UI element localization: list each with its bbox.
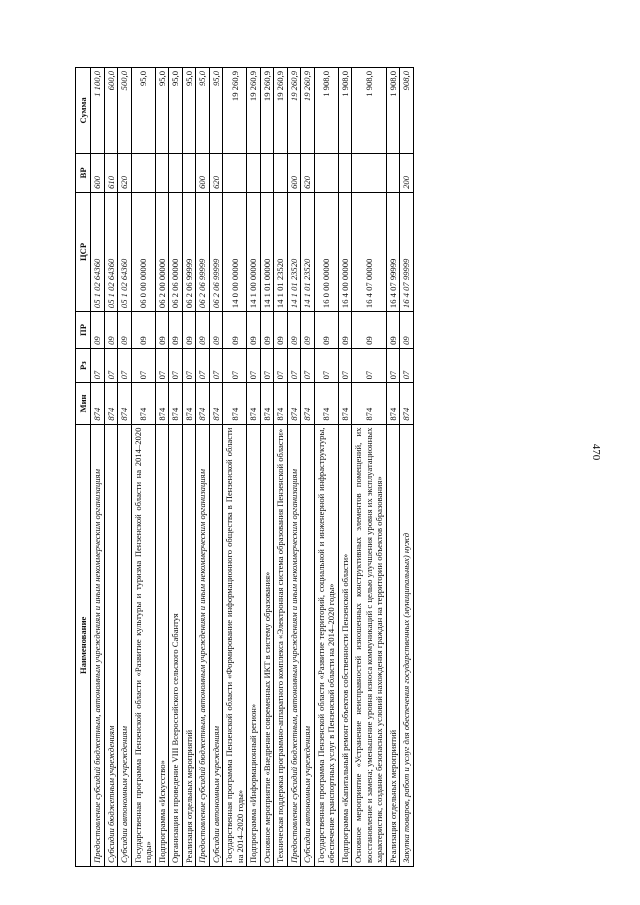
table-cell-pr: 09	[260, 312, 273, 349]
table-row	[223, 68, 247, 867]
table-cell-name: Субсидии автономным учреждениям	[301, 424, 314, 866]
table-cell-rz: 07	[314, 348, 338, 383]
budget-table	[75, 67, 414, 867]
table-cell-name: Основное мероприятие «Устранение неисправностей изношенных конструктивных элементов помещений, их восстановление и замена; уменьшение уровня износа коммуникаций с целью улучшения уровня их эксплуатационных характеристик, создание безопасных условий нахождения граждан на территории объектов образования»	[352, 424, 386, 866]
table-cell-min: 874	[223, 383, 247, 424]
table-row	[287, 68, 300, 867]
table-cell-sum: 19 260,9	[247, 68, 260, 154]
table-cell-min: 874	[400, 383, 413, 424]
table-cell-min: 874	[209, 383, 222, 424]
table-cell-pr: 09	[182, 312, 195, 349]
table-cell-vr	[223, 153, 247, 192]
table-cell-vr	[352, 153, 386, 192]
table-cell-sum: 95,0	[209, 68, 222, 154]
table-cell-sum: 95,0	[131, 68, 155, 154]
table-cell-sum: 1 100,0	[91, 68, 104, 154]
table-cell-sum: 1 908,0	[352, 68, 386, 154]
table-cell-sum: 95,0	[182, 68, 195, 154]
table-cell-rz: 07	[91, 348, 104, 383]
table-cell-csr: 06 2 06 99999	[196, 192, 209, 311]
header-csr: ЦСР	[76, 192, 91, 311]
table-cell-min: 874	[314, 383, 338, 424]
table-cell-pr: 09	[169, 312, 182, 349]
table-cell-sum: 19 260,9	[223, 68, 247, 154]
table-cell-rz: 07	[287, 348, 300, 383]
table-cell-min: 874	[338, 383, 351, 424]
table-cell-vr	[274, 153, 287, 192]
table-cell-min: 874	[131, 383, 155, 424]
table-cell-pr: 09	[386, 312, 399, 349]
table-cell-vr	[131, 153, 155, 192]
table-cell-csr: 06 2 00 00000	[155, 192, 168, 311]
table-cell-csr: 06 2 06 99999	[182, 192, 195, 311]
table-row	[386, 68, 399, 867]
table-cell-rz: 07	[301, 348, 314, 383]
table-cell-rz: 07	[169, 348, 182, 383]
table-cell-vr: 620	[209, 153, 222, 192]
table-row	[91, 68, 104, 867]
table-cell-csr: 14 1 01 23520	[287, 192, 300, 311]
table-cell-pr: 09	[196, 312, 209, 349]
table-cell-sum: 908,0	[400, 68, 413, 154]
table-cell-vr	[155, 153, 168, 192]
table-cell-rz: 07	[209, 348, 222, 383]
table-cell-sum: 19 260,9	[301, 68, 314, 154]
table-cell-csr: 06 2 06 00000	[169, 192, 182, 311]
table-row	[209, 68, 222, 867]
table-cell-csr: 14 1 01 00000	[260, 192, 273, 311]
table-cell-pr: 09	[287, 312, 300, 349]
table-row	[131, 68, 155, 867]
header-rz: Рз	[76, 348, 91, 383]
table-cell-name: Подпрограмма «Капитальный ремонт объектов собственности Пензенской области»	[338, 424, 351, 866]
table-cell-rz: 07	[338, 348, 351, 383]
table-cell-name: Субсидии автономным учреждениям	[209, 424, 222, 866]
table-cell-name: Подпрограмма «Искусство»	[155, 424, 168, 866]
table-cell-pr: 09	[314, 312, 338, 349]
table-row	[338, 68, 351, 867]
table-cell-pr: 09	[301, 312, 314, 349]
table-cell-name: Государственная программа Пензенской области «Формирование информационного общества в Пензенской области на 2014–2020 годы»	[223, 424, 247, 866]
table-cell-csr: 05 1 02 64360	[104, 192, 117, 311]
table-cell-pr: 09	[155, 312, 168, 349]
table-cell-sum: 1 908,0	[338, 68, 351, 154]
table-cell-name: Субсидии бюджетным учреждениям	[104, 424, 117, 866]
table-cell-rz: 07	[118, 348, 131, 383]
table-cell-vr: 620	[301, 153, 314, 192]
table-cell-name: Государственная программа Пензенской области «Развитие культуры и туризма Пензенской области на 2014–2020 годы»	[131, 424, 155, 866]
table-cell-csr: 14 1 00 00000	[247, 192, 260, 311]
table-cell-pr: 09	[223, 312, 247, 349]
table-cell-pr: 09	[352, 312, 386, 349]
table-row	[155, 68, 168, 867]
table-cell-rz: 07	[223, 348, 247, 383]
table-cell-csr: 05 1 02 64360	[91, 192, 104, 311]
rotated-table-frame	[75, 67, 585, 867]
table-cell-csr: 16 4 07 00000	[352, 192, 386, 311]
table-cell-rz: 07	[182, 348, 195, 383]
table-cell-vr	[314, 153, 338, 192]
table-cell-vr	[182, 153, 195, 192]
table-cell-vr: 600	[287, 153, 300, 192]
table-cell-csr: 14 1 01 23520	[301, 192, 314, 311]
table-cell-rz: 07	[155, 348, 168, 383]
table-row	[352, 68, 386, 867]
table-cell-pr: 09	[247, 312, 260, 349]
table-cell-min: 874	[386, 383, 399, 424]
table-cell-name: Государственная программа Пензенской области «Развитие территорий, социальной и инженерной инфраструктуры, обеспечение транспортных услуг в Пензенской области на 2014–2020 годы»	[314, 424, 338, 866]
table-cell-csr: 06 0 00 00000	[131, 192, 155, 311]
table-cell-csr: 05 1 02 64360	[118, 192, 131, 311]
table-row	[301, 68, 314, 867]
table-row	[400, 68, 413, 867]
table-cell-name: Предоставление субсидий бюджетным, автономным учреждениям и иным некоммерческим организациям	[287, 424, 300, 866]
table-row	[260, 68, 273, 867]
table-row	[169, 68, 182, 867]
table-cell-sum: 500,0	[118, 68, 131, 154]
table-cell-name: Предоставление субсидий бюджетным, автономным учреждениям и иным некоммерческим организациям	[91, 424, 104, 866]
table-row	[196, 68, 209, 867]
table-cell-vr: 200	[400, 153, 413, 192]
table-cell-sum: 19 260,9	[287, 68, 300, 154]
header-sum: Сумма	[76, 68, 91, 154]
table-row	[104, 68, 117, 867]
table-cell-rz: 07	[196, 348, 209, 383]
table-cell-pr: 09	[131, 312, 155, 349]
table-cell-pr: 09	[209, 312, 222, 349]
table-cell-min: 874	[118, 383, 131, 424]
table-body	[91, 68, 413, 867]
table-cell-rz: 07	[352, 348, 386, 383]
table-cell-min: 874	[247, 383, 260, 424]
table-cell-min: 874	[287, 383, 300, 424]
table-cell-min: 874	[104, 383, 117, 424]
table-row	[182, 68, 195, 867]
table-cell-sum: 95,0	[169, 68, 182, 154]
table-cell-vr	[338, 153, 351, 192]
table-cell-vr: 620	[118, 153, 131, 192]
table-cell-pr: 09	[91, 312, 104, 349]
table-cell-vr	[386, 153, 399, 192]
table-row	[314, 68, 338, 867]
table-cell-pr: 09	[400, 312, 413, 349]
table-cell-min: 874	[155, 383, 168, 424]
table-cell-vr	[260, 153, 273, 192]
table-cell-rz: 07	[131, 348, 155, 383]
table-cell-name: Реализация отдельных мероприятий	[386, 424, 399, 866]
table-cell-rz: 07	[274, 348, 287, 383]
header-min: Мин	[76, 383, 91, 424]
table-cell-sum: 600,0	[104, 68, 117, 154]
table-cell-csr: 14 0 00 00000	[223, 192, 247, 311]
table-cell-rz: 07	[400, 348, 413, 383]
table-cell-name: Подпрограмма «Информационный регион»	[247, 424, 260, 866]
table-cell-sum: 95,0	[196, 68, 209, 154]
table-cell-rz: 07	[386, 348, 399, 383]
header-name: Наименование	[76, 424, 91, 866]
table-cell-sum: 19 260,9	[274, 68, 287, 154]
table-cell-vr: 610	[104, 153, 117, 192]
table-cell-sum: 1 908,0	[386, 68, 399, 154]
table-cell-min: 874	[352, 383, 386, 424]
table-cell-sum: 19 260,9	[260, 68, 273, 154]
table-cell-pr: 09	[338, 312, 351, 349]
table-cell-vr	[247, 153, 260, 192]
table-cell-pr: 09	[118, 312, 131, 349]
table-cell-min: 874	[274, 383, 287, 424]
table-cell-min: 874	[196, 383, 209, 424]
header-vr: ВР	[76, 153, 91, 192]
table-cell-min: 874	[260, 383, 273, 424]
table-cell-name: Организация и проведение VIII Всероссийского сельского Сабантуя	[169, 424, 182, 866]
table-cell-csr: 06 2 06 99999	[209, 192, 222, 311]
table-header-row	[76, 68, 91, 867]
table-cell-pr: 09	[104, 312, 117, 349]
table-cell-name: Техническая поддержка программно-аппаратного комплекса «Электронная система образования Пензенской области»	[274, 424, 287, 866]
table-row	[274, 68, 287, 867]
table-cell-min: 874	[91, 383, 104, 424]
table-cell-pr: 09	[274, 312, 287, 349]
table-cell-vr: 600	[91, 153, 104, 192]
table-cell-name: Субсидии автономным учреждениям	[118, 424, 131, 866]
table-cell-min: 874	[301, 383, 314, 424]
table-cell-name: Реализация отдельных мероприятий	[182, 424, 195, 866]
table-cell-min: 874	[182, 383, 195, 424]
table-cell-vr: 600	[196, 153, 209, 192]
table-cell-csr: 16 4 07 99999	[400, 192, 413, 311]
table-cell-min: 874	[169, 383, 182, 424]
table-cell-name: Предоставление субсидий бюджетным, автономным учреждениям и иным некоммерческим организациям	[196, 424, 209, 866]
table-cell-rz: 07	[260, 348, 273, 383]
table-cell-rz: 07	[247, 348, 260, 383]
table-cell-csr: 16 0 00 00000	[314, 192, 338, 311]
page-number: 470	[590, 443, 602, 461]
table-cell-name: Закупка товаров, работ и услуг для обеспечения государственных (муниципальных) нужд	[400, 424, 413, 866]
table-cell-csr: 14 1 01 23520	[274, 192, 287, 311]
table-cell-sum: 1 908,0	[314, 68, 338, 154]
table-cell-csr: 16 4 07 99999	[386, 192, 399, 311]
header-pr: ПР	[76, 312, 91, 349]
table-cell-name: Основное мероприятие «Внедрение современных ИКТ в систему образования»	[260, 424, 273, 866]
table-cell-sum: 95,0	[155, 68, 168, 154]
table-cell-csr: 16 4 00 00000	[338, 192, 351, 311]
table-cell-vr	[169, 153, 182, 192]
table-row	[247, 68, 260, 867]
table-row	[118, 68, 131, 867]
table-cell-rz: 07	[104, 348, 117, 383]
